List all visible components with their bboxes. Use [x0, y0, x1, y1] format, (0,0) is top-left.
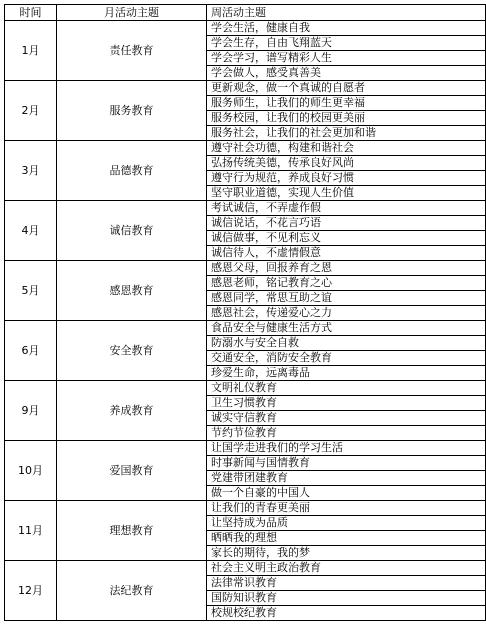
month-theme-cell: 法纪教育	[57, 561, 207, 621]
month-theme-cell: 感恩教育	[57, 261, 207, 321]
week-theme-cell: 节约节俭教育	[207, 426, 486, 441]
week-theme-cell: 做一个自豪的中国人	[207, 486, 486, 501]
week-theme-cell: 家长的期待，我的梦	[207, 546, 486, 561]
table-row	[5, 21, 486, 36]
month-cell: 6月	[5, 321, 57, 381]
month-cell: 12月	[5, 561, 57, 621]
week-theme-cell: 学会学习，谱写精彩人生	[207, 51, 486, 66]
month-cell: 11月	[5, 501, 57, 561]
week-theme-cell: 更新观念，做一个真诚的自愿者	[207, 81, 486, 96]
week-theme-cell: 感恩同学，常思互助之谊	[207, 291, 486, 306]
week-theme-cell: 弘扬传统美德，传承良好风尚	[207, 156, 486, 171]
week-theme-cell: 让国学走进我们的学习生活	[207, 441, 486, 456]
table-row	[5, 381, 486, 396]
week-theme-cell: 党建带团建教育	[207, 471, 486, 486]
header-month-theme: 月活动主题	[57, 5, 207, 21]
week-theme-cell: 让我们的青春更美丽	[207, 501, 486, 516]
week-theme-cell: 社会主义明主政治教育	[207, 561, 486, 576]
week-theme-cell: 感恩父母，回报养育之恩	[207, 261, 486, 276]
table-row	[5, 561, 486, 576]
table-row	[5, 81, 486, 96]
week-theme-cell: 感恩老师，铭记教育之心	[207, 276, 486, 291]
month-cell: 9月	[5, 381, 57, 441]
table-body	[5, 21, 486, 621]
week-theme-cell: 珍爱生命，远离毒品	[207, 366, 486, 381]
table-header	[5, 5, 486, 21]
table-row	[5, 501, 486, 516]
activity-schedule-table	[4, 4, 486, 621]
header-row	[5, 5, 486, 21]
week-theme-cell: 诚信说话，不花言巧语	[207, 216, 486, 231]
schedule-table-wrapper	[4, 4, 486, 621]
week-theme-cell: 晒晒我的理想	[207, 531, 486, 546]
month-cell: 5月	[5, 261, 57, 321]
month-cell: 3月	[5, 141, 57, 201]
month-cell: 4月	[5, 201, 57, 261]
week-theme-cell: 感恩社会，传递爱心之力	[207, 306, 486, 321]
table-row	[5, 201, 486, 216]
week-theme-cell: 服务师生，让我们的师生更幸福	[207, 96, 486, 111]
week-theme-cell: 防溺水与安全自救	[207, 336, 486, 351]
week-theme-cell: 国防知识教育	[207, 591, 486, 606]
week-theme-cell: 诚实守信教育	[207, 411, 486, 426]
month-theme-cell: 责任教育	[57, 21, 207, 81]
table-row	[5, 441, 486, 456]
week-theme-cell: 服务校园，让我们的校园更美丽	[207, 111, 486, 126]
week-theme-cell: 学会生存，自由飞翔蓝天	[207, 36, 486, 51]
header-time: 时间	[5, 5, 57, 21]
month-theme-cell: 品德教育	[57, 141, 207, 201]
month-theme-cell: 安全教育	[57, 321, 207, 381]
week-theme-cell: 诚信做事，不见利忘义	[207, 231, 486, 246]
table-row	[5, 141, 486, 156]
week-theme-cell: 校规校纪教育	[207, 606, 486, 621]
month-theme-cell: 服务教育	[57, 81, 207, 141]
week-theme-cell: 法律常识教育	[207, 576, 486, 591]
week-theme-cell: 时事新闻与国情教育	[207, 456, 486, 471]
week-theme-cell: 坚守职业道德，实现人生价值	[207, 186, 486, 201]
week-theme-cell: 服务社会，让我们的社会更加和谐	[207, 126, 486, 141]
month-theme-cell: 爱国教育	[57, 441, 207, 501]
month-cell: 10月	[5, 441, 57, 501]
week-theme-cell: 考试诚信，不弄虚作假	[207, 201, 486, 216]
month-theme-cell: 诚信教育	[57, 201, 207, 261]
month-cell: 1月	[5, 21, 57, 81]
week-theme-cell: 卫生习惯教育	[207, 396, 486, 411]
month-cell: 2月	[5, 81, 57, 141]
week-theme-cell: 诚信待人，不虚情假意	[207, 246, 486, 261]
week-theme-cell: 让坚持成为品质	[207, 516, 486, 531]
week-theme-cell: 文明礼仪教育	[207, 381, 486, 396]
week-theme-cell: 食品安全与健康生活方式	[207, 321, 486, 336]
week-theme-cell: 交通安全，消防安全教育	[207, 351, 486, 366]
month-theme-cell: 理想教育	[57, 501, 207, 561]
week-theme-cell: 遵守行为规范，养成良好习惯	[207, 171, 486, 186]
header-week-theme: 周活动主题	[207, 5, 486, 21]
week-theme-cell: 遵守社会功德，构建和谐社会	[207, 141, 486, 156]
week-theme-cell: 学会做人，感受真善美	[207, 66, 486, 81]
table-row	[5, 321, 486, 336]
week-theme-cell: 学会生活，健康自我	[207, 21, 486, 36]
month-theme-cell: 养成教育	[57, 381, 207, 441]
table-row	[5, 261, 486, 276]
